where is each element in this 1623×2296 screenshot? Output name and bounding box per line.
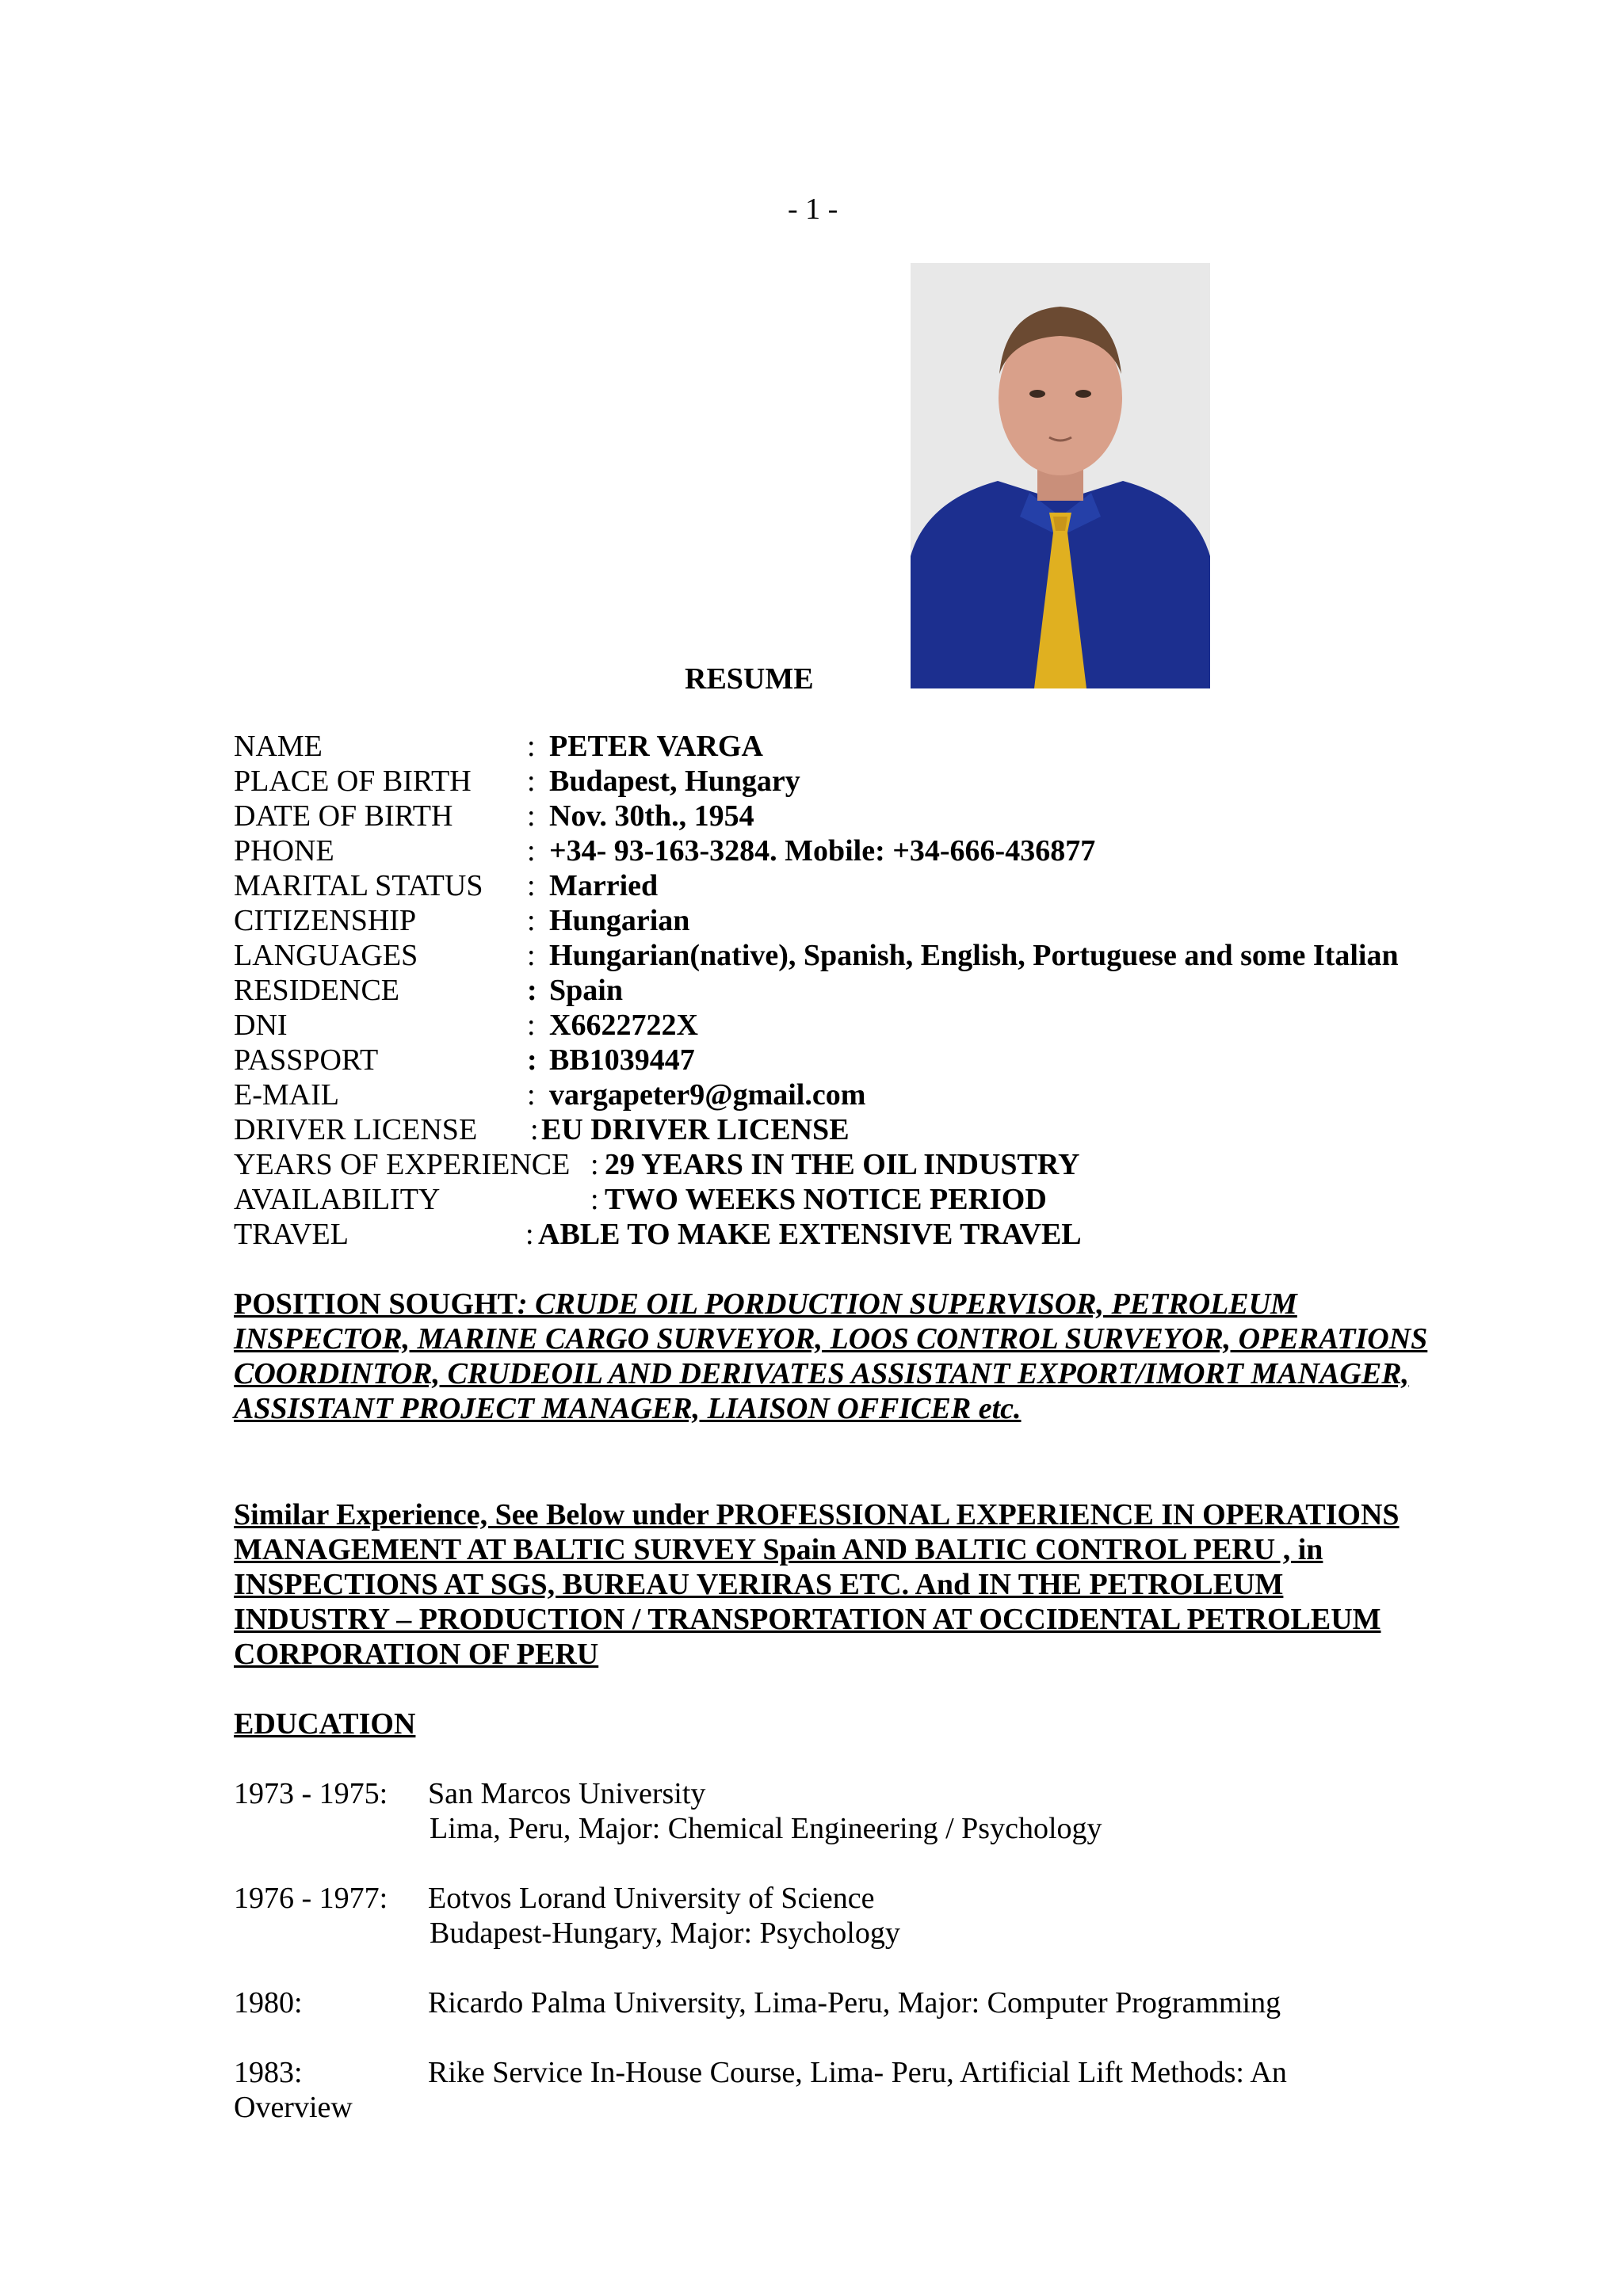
profile-photo xyxy=(911,263,1210,688)
info-row-citizenship xyxy=(234,903,689,938)
similar-experience xyxy=(234,1497,1430,1672)
info-row-years-of-experience xyxy=(234,1147,1079,1182)
education-entry xyxy=(234,1985,1281,2020)
info-separator: : xyxy=(527,974,537,1007)
position-sought xyxy=(234,1287,1430,1426)
info-label: DNI xyxy=(234,1009,288,1042)
education-years: 1973 - 1975: xyxy=(234,1777,388,1810)
info-label: PHONE xyxy=(234,834,334,868)
info-value: +34- 93-163-3284. Mobile: +34-666-436877 xyxy=(549,834,1096,868)
info-row-travel xyxy=(234,1217,1082,1252)
info-value: EU DRIVER LICENSE xyxy=(541,1113,850,1146)
info-row-residence xyxy=(234,973,623,1008)
info-label: MARITAL STATUS xyxy=(234,869,483,902)
info-separator: : xyxy=(527,765,536,798)
info-value: PETER VARGA xyxy=(549,730,763,763)
info-value: vargapeter9@gmail.com xyxy=(549,1078,866,1112)
info-separator: : xyxy=(590,1183,599,1216)
info-separator: : xyxy=(525,1218,534,1251)
similar-experience-text: Similar Experience, See Below under PROFESSIONAL EXPERIENCE IN OPERATIONS MANAGEMENT AT BALTIC SURVEY Spain AND BALTIC CONTROL PERU , in INSPECTIONS AT SGS, BUREAU VERIRAS ETC. And IN THE PETROLEUM INDUSTRY – PRODUCTION / TRANSPORTATION AT OCCIDENTAL PETROLEUM CORPORATION OF PERU xyxy=(234,1498,1400,1671)
info-row-email xyxy=(234,1077,865,1112)
info-separator: : xyxy=(527,799,536,833)
education-institution: Ricardo Palma University, Lima-Peru, Major: Computer Programming xyxy=(428,1986,1281,2019)
education-years: 1976 - 1977: xyxy=(234,1882,388,1915)
position-sought-label: POSITION SOUGHT xyxy=(234,1287,517,1321)
info-label: PASSPORT xyxy=(234,1043,379,1077)
info-row-dni xyxy=(234,1008,698,1043)
portrait-image xyxy=(911,263,1210,688)
info-row-place-of-birth xyxy=(234,764,800,799)
info-separator: : xyxy=(527,730,536,763)
info-row-availability xyxy=(234,1182,1047,1217)
info-label: E-MAIL xyxy=(234,1078,339,1112)
education-heading xyxy=(234,1707,1430,1741)
info-value: TWO WEEKS NOTICE PERIOD xyxy=(605,1183,1047,1216)
info-separator: : xyxy=(527,939,536,972)
info-row-phone xyxy=(234,833,1095,868)
info-row-passport xyxy=(234,1043,695,1077)
info-separator: : xyxy=(590,1148,599,1181)
education-heading-text: EDUCATION xyxy=(234,1707,416,1741)
info-label: YEARS OF EXPERIENCE xyxy=(234,1148,571,1181)
info-value: Married xyxy=(549,869,659,902)
info-value: Spain xyxy=(549,974,623,1007)
education-institution: San Marcos University xyxy=(428,1777,706,1810)
education-years: 1980: xyxy=(234,1986,303,2019)
info-value: 29 YEARS IN THE OIL INDUSTRY xyxy=(605,1148,1080,1181)
info-label: DRIVER LICENSE xyxy=(234,1113,478,1146)
info-separator: : xyxy=(527,1078,536,1112)
education-institution: Eotvos Lorand University of Science xyxy=(428,1882,875,1915)
info-value: BB1039447 xyxy=(549,1043,695,1077)
info-label: NAME xyxy=(234,730,323,763)
info-label: AVAILABILITY xyxy=(234,1183,441,1216)
education-details: Budapest-Hungary, Major: Psychology xyxy=(430,1917,900,1950)
info-row-marital-status xyxy=(234,868,658,903)
info-label: LANGUAGES xyxy=(234,939,418,972)
position-sought-text: : CRUDE OIL PORDUCTION SUPERVISOR, PETROLEUM INSPECTOR, MARINE CARGO SURVEYOR, LOOS CONTROL SURVEYOR, OPERATIONS COORDINTOR, CRUDEOIL AND DERIVATES ASSISTANT EXPORT/IMORT MANAGER, ASSISTANT PROJECT MANAGER, LIAISON OFFICER etc. xyxy=(234,1287,1428,1425)
info-label: RESIDENCE xyxy=(234,974,399,1007)
info-row-languages xyxy=(234,938,1399,973)
education-details: Overview xyxy=(234,2091,353,2124)
info-separator: : xyxy=(527,869,536,902)
info-label: TRAVEL xyxy=(234,1218,349,1251)
info-value: Nov. 30th., 1954 xyxy=(549,799,754,833)
info-row-driver-license xyxy=(234,1112,850,1147)
education-entry xyxy=(234,1776,1102,1846)
info-label: PLACE OF BIRTH xyxy=(234,765,472,798)
education-entry xyxy=(234,1881,900,1951)
info-row-date-of-birth xyxy=(234,799,754,833)
page-number: - 1 - xyxy=(788,193,838,226)
info-value: X6622722X xyxy=(549,1009,698,1042)
resume-title: RESUME xyxy=(685,662,814,696)
info-value: Budapest, Hungary xyxy=(549,765,800,798)
info-value: Hungarian(native), Spanish, English, Portuguese and some Italian xyxy=(549,939,1399,972)
info-separator: : xyxy=(530,1113,539,1146)
education-entry xyxy=(234,2055,1287,2125)
info-label: DATE OF BIRTH xyxy=(234,799,453,833)
info-separator: : xyxy=(527,1009,536,1042)
info-row-name xyxy=(234,729,763,764)
info-label: CITIZENSHIP xyxy=(234,904,417,937)
education-years: 1983: xyxy=(234,2056,303,2089)
info-separator: : xyxy=(527,834,536,868)
info-separator: : xyxy=(527,1043,537,1077)
info-value: ABLE TO MAKE EXTENSIVE TRAVEL xyxy=(538,1218,1082,1251)
education-institution: Rike Service In-House Course, Lima- Peru, Artificial Lift Methods: An xyxy=(428,2056,1287,2089)
info-value: Hungarian xyxy=(549,904,690,937)
info-separator: : xyxy=(527,904,536,937)
education-details: Lima, Peru, Major: Chemical Engineering / Psychology xyxy=(430,1812,1102,1845)
